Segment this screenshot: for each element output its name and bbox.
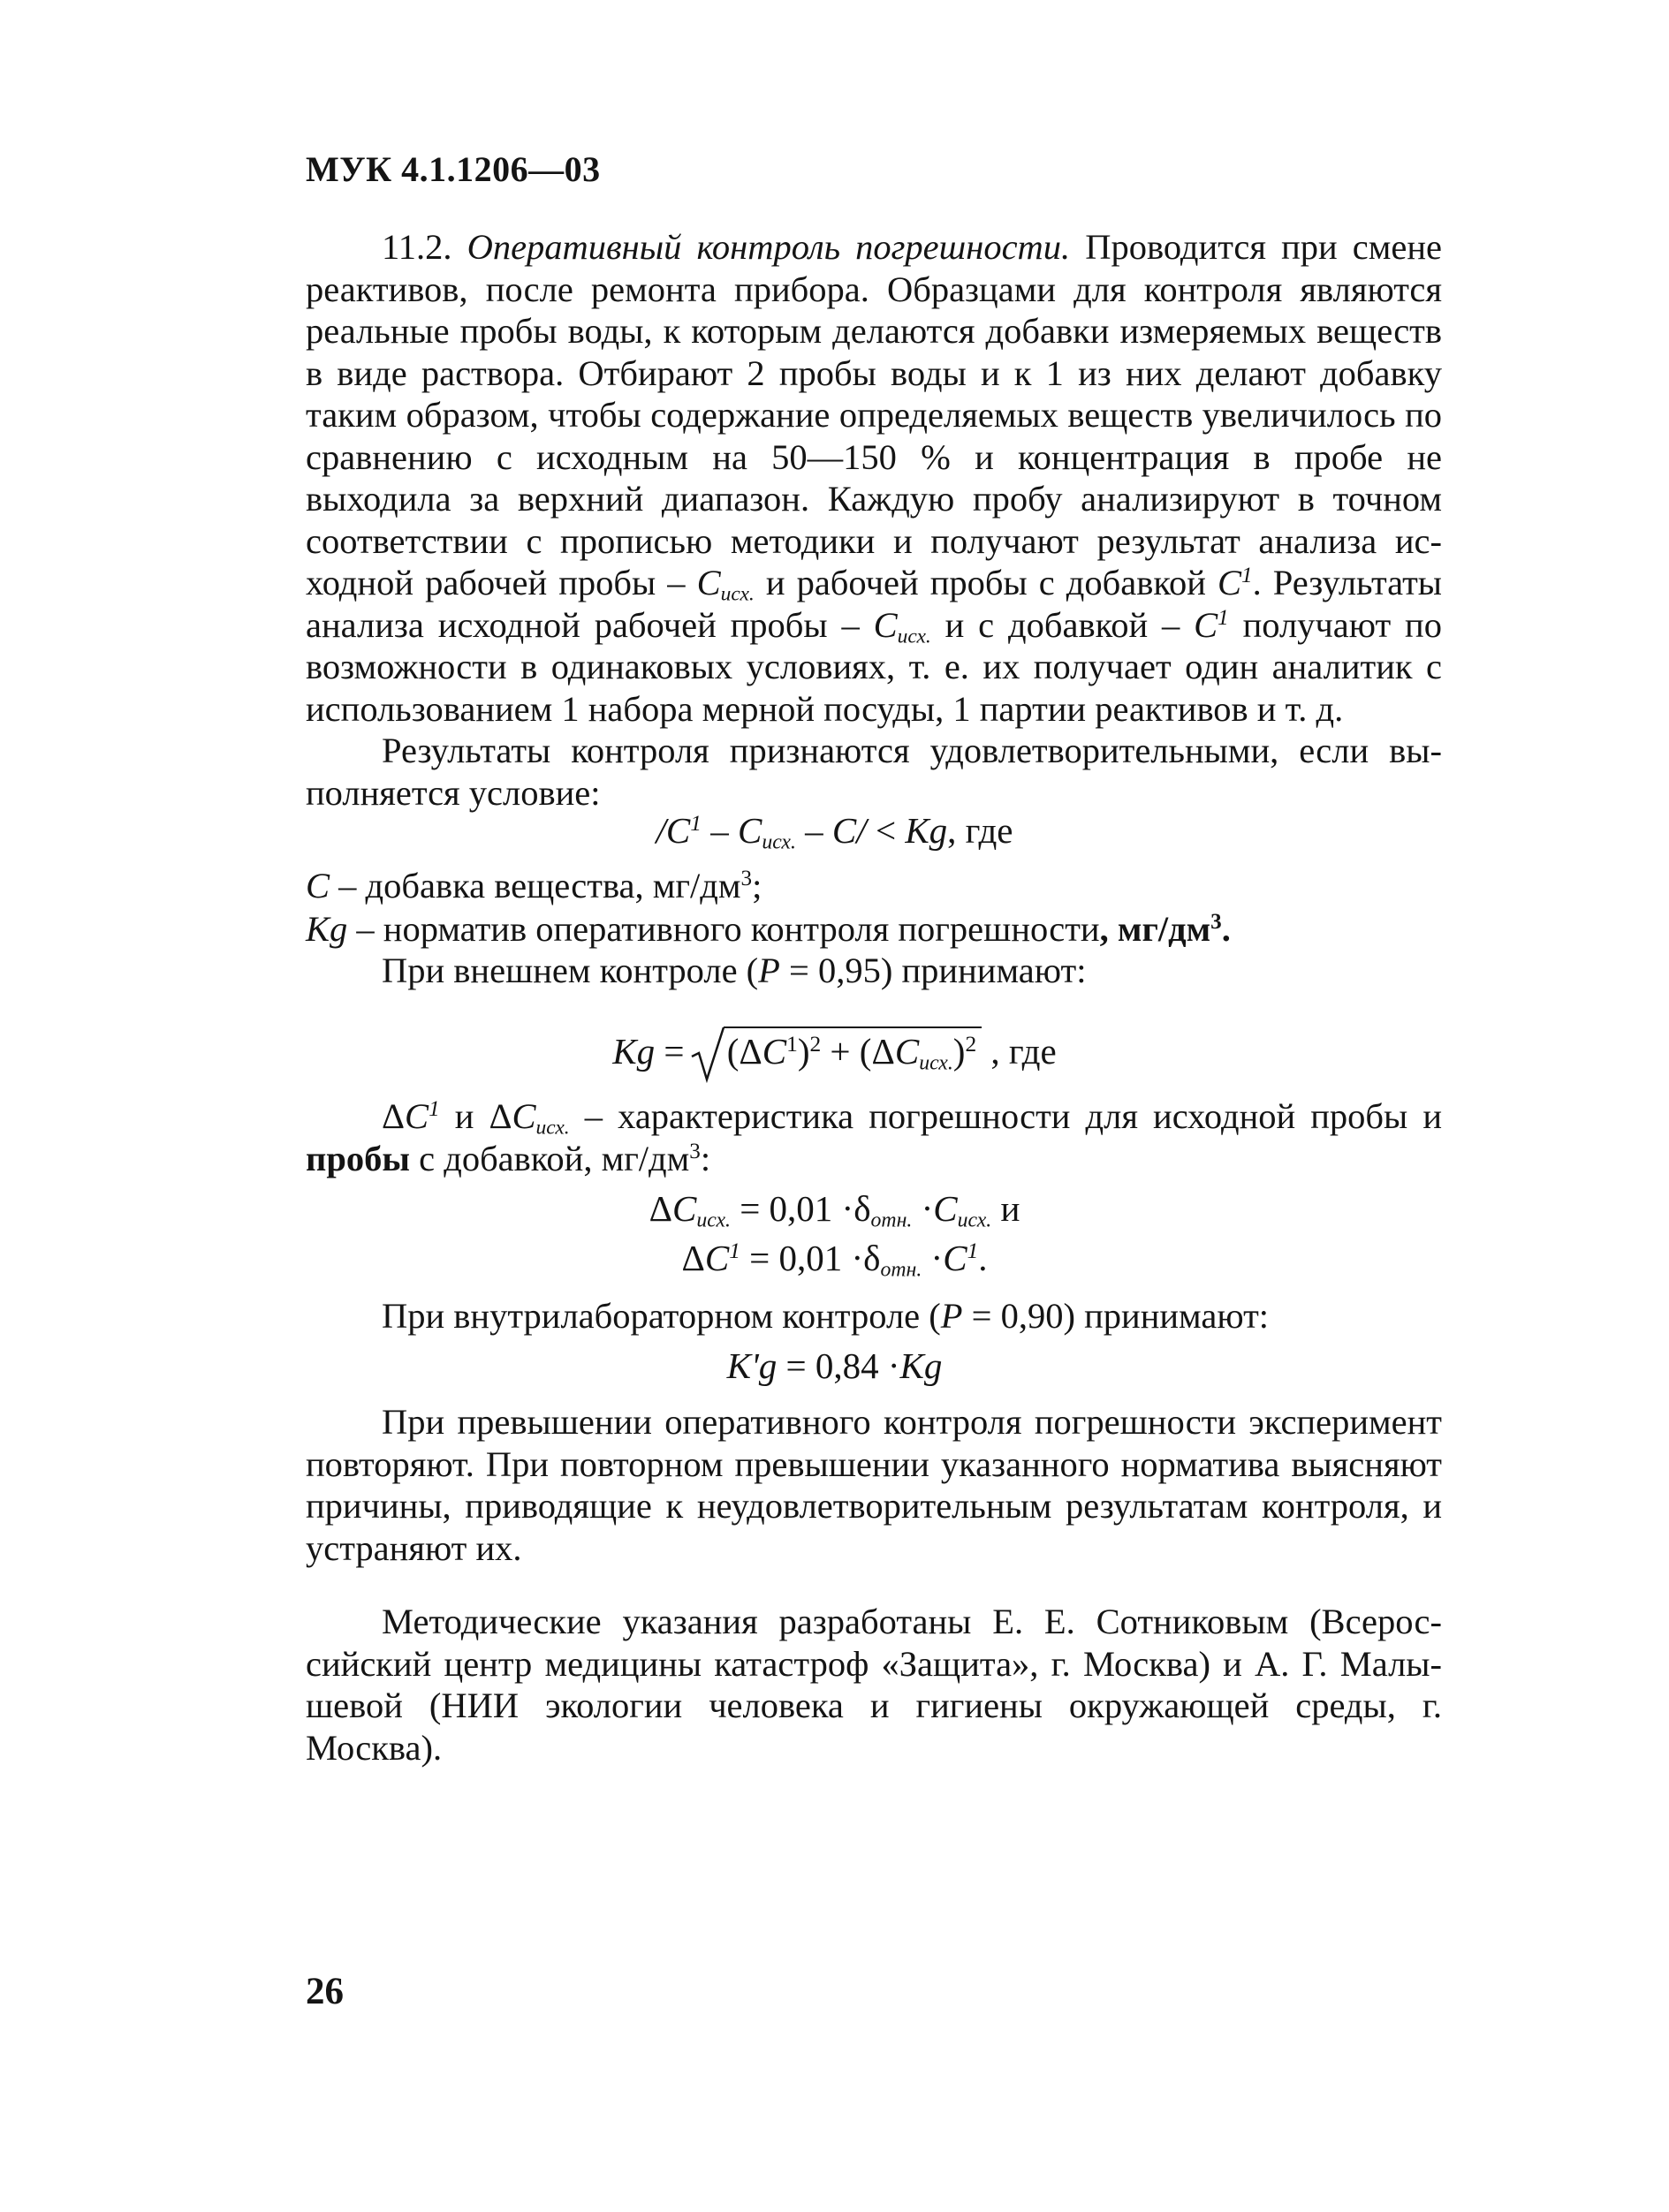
formula-delta-c-ish: $\Delta C_{исх.} = 0,01 \cdot\delta_{отн.} \cdot C_{исх.}$ и (649, 1188, 1020, 1232)
p1-text-2: и рабочей пробы с добавкой (754, 563, 1218, 602)
definition-kg: Kg – норматив оперативного контроля погрешности, $мг/дм^3$. (306, 909, 1231, 949)
external-control-text: При внешнем контроле (P = 0,95) принимают: (382, 951, 1087, 990)
paragraph-excess: При превышении оперативного контроля погрешности эксперимент повторяют. При повторном превышении указанного норматива выясняют причины, приводящие к неудовлетворительным результатам контроля, и устраняют их. (306, 1402, 1442, 1568)
symbol-c1: $C^1$ (1194, 604, 1229, 645)
formula-kg-sqrt: Kg = $(\Delta C^1)^2 + (\Delta C_{исх.})^2$ , где (0, 1026, 1669, 1072)
definition-c: C – добавка вещества, $мг/дм^3$; (306, 866, 762, 905)
paragraph-error-characteristics: $\Delta C^1$ и $\Delta C_{исх.}$ – характеристика погрешности для исходной пробы и пробы с добавкой, $мг/дм^3$: (306, 1096, 1442, 1178)
p1-text-1: Проводится при смене реактивов, после ремонта прибора. Образцами для контроля являются реальные пробы воды, к которым делаются добавки измеряемых веществ в виде раствора. Отбирают 2 пробы воды и к 1 из них делают добавку таким образом, чтобы содержание определяемых веществ увеличилось по сравнению с исходным на 50—150 % и концентрация в пробе не выходила за верхний диапазон. Каждую пробу анализируют в точном соответствии с прописью методики и получают результат анализа исходной рабочей пробы – (306, 227, 1442, 602)
paragraph-authors: Методические указания разработаны Е. Е. Сотниковым (Всероссийский центр медицины катастроф «Защита», г. Москва) и А. Г. Малышевой (НИИ экологии человека и гигиены окружающей среды, г. Москва). (306, 1602, 1442, 1768)
document-header: МУК 4.1.1206—03 (306, 149, 601, 189)
p1-text-4: и с добавкой – (930, 604, 1195, 645)
page-number: 26 (306, 1971, 344, 2012)
section-title: Оперативный контроль погрешности. (467, 227, 1071, 267)
symbol-c-ish: $C_{исх.}$ (873, 604, 931, 648)
p1-text-5: получают по возможности в одинаковых условиях, т. е. их получает один аналитик с использованием 1 набора мерной посуды, 1 партии реактивов и т. д. (306, 604, 1442, 729)
symbol-c1: $C^1$ (1217, 563, 1253, 602)
p1-text-3: . Результаты анализа исходной рабочей пробы – (306, 563, 1443, 645)
formula-kpg: K'g = 0,84 ·Kg (726, 1345, 943, 1386)
radical-sign-icon (690, 1025, 725, 1083)
formula-condition: $/C^1 - C_{исх.} - C/ < Kg$, где (656, 810, 1013, 854)
sqrt-expression: $(\Delta C^1)^2 + (\Delta C_{исх.})^2$ (724, 1026, 982, 1072)
paragraph-11-2 (306, 226, 1442, 730)
section-number: 11.2. (382, 227, 452, 267)
internal-control-text: При внутрилабораторном контроле (P = 0,90) принимают: (382, 1296, 1270, 1336)
paragraph-condition: Результаты контроля признаются удовлетворительными, если выполняется условие: (306, 731, 1442, 813)
formula-delta-c1: $\Delta C^1 = 0,01 \cdot\delta_{отн.} \cdot C^1$. (681, 1238, 988, 1282)
symbol-c-ish: $C_{исх.}$ (696, 563, 755, 606)
